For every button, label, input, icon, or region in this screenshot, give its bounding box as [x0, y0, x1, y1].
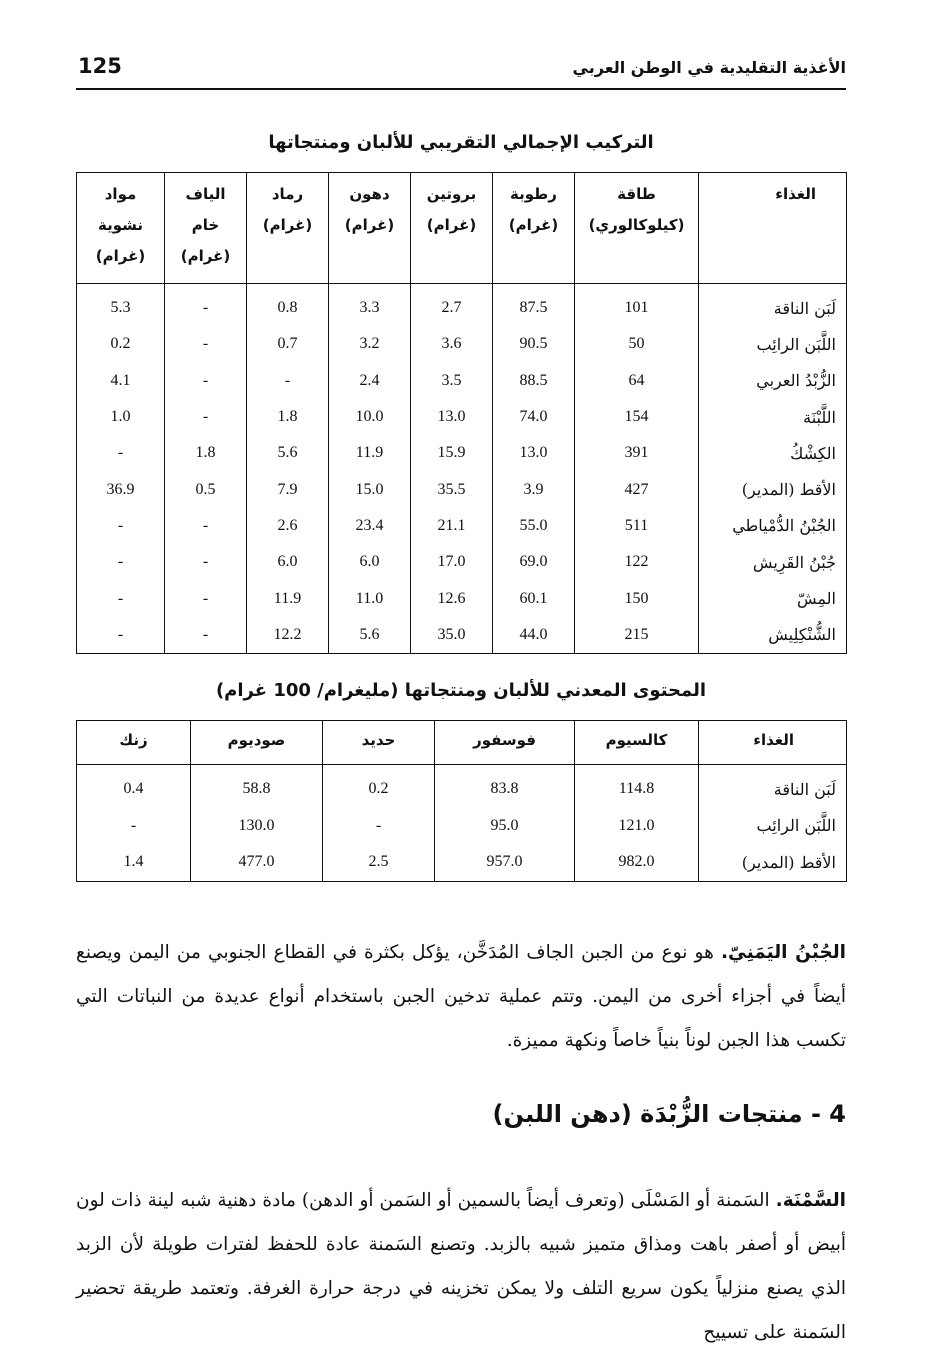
value-cell: 1.4 [77, 844, 191, 881]
value-cell: 0.8 [247, 284, 329, 327]
value-cell: 95.0 [435, 808, 575, 845]
value-cell: 215 [575, 617, 699, 654]
header-sodium: صوديوم [191, 721, 323, 765]
value-cell: 13.0 [411, 399, 493, 435]
value-cell: 23.4 [329, 508, 411, 544]
value-cell: 114.8 [575, 765, 699, 808]
table-row [77, 363, 847, 399]
header-fat: دهون (غرام) [329, 173, 411, 284]
paragraph-text: السَمنة أو المَسْلَى (وتعرف أيضاً بالسمين أو السَمن أو الدهن) مادة دهنية شبه لينة ذات لون أبيض أو أصفر باهت ومذاق متميز شبيه بالزبد. وتصنع السَمنة عادة للحفظ لفترات طويلة لأن الزبد الذي يصنع منزلياً يكون سريع التلف ولا يمكن تخزينه في درجة حرارة الغرفة. وتعتمد طريقة تحضير السَمنة على تسييح [76, 1189, 846, 1343]
table-row [77, 399, 847, 435]
value-cell: 7.9 [247, 471, 329, 507]
table-row [77, 544, 847, 580]
table2-body [77, 765, 847, 882]
running-header [76, 50, 846, 90]
composition-table [76, 172, 847, 654]
value-cell: 5.3 [77, 284, 165, 327]
table-row [77, 284, 847, 327]
table-row [77, 580, 847, 616]
value-cell: 0.7 [247, 326, 329, 362]
table-row [77, 471, 847, 507]
value-cell: - [77, 808, 191, 845]
value-cell: 1.0 [77, 399, 165, 435]
value-cell: 0.5 [165, 471, 247, 507]
value-cell: 5.6 [329, 617, 411, 654]
value-cell: 2.4 [329, 363, 411, 399]
value-cell: 3.5 [411, 363, 493, 399]
value-cell: 121.0 [575, 808, 699, 845]
value-cell: - [247, 363, 329, 399]
food-name-cell: الأقط (المدير) [699, 844, 847, 881]
table-row [77, 844, 847, 881]
value-cell: 15.9 [411, 435, 493, 471]
table2-title: المحتوى المعدني للألبان ومنتجاتها (مليغرام/ 100 غرام) [215, 680, 707, 701]
value-cell: - [165, 399, 247, 435]
paragraph-text: هو نوع من الجبن الجاف المُدَخَّن، يؤكل بكثرة في القطاع الجنوبي من اليمن ويصنع أيضاً في أجزاء أخرى من اليمن. وتتم عملية تدخين الجبن باستخدام أنواع عديدة من النباتات التي تكسب هذا الجبن لوناً بنياً خاصاً ونكهة مميزة. [76, 941, 846, 1051]
table-row [77, 435, 847, 471]
header-moisture: رطوبة (غرام) [493, 173, 575, 284]
value-cell: 2.6 [247, 508, 329, 544]
mineral-table [76, 720, 847, 882]
header-iron: حديد [323, 721, 435, 765]
food-name-cell: اللَّبْنَة [699, 399, 847, 435]
value-cell: 3.9 [493, 471, 575, 507]
value-cell: 88.5 [493, 363, 575, 399]
food-name-cell: جُبْنُ القَرِيش [699, 544, 847, 580]
header-fiber: الياف خام (غرام) [165, 173, 247, 284]
table-row [77, 765, 847, 808]
value-cell: 55.0 [493, 508, 575, 544]
value-cell: 6.0 [247, 544, 329, 580]
value-cell: 35.0 [411, 617, 493, 654]
food-name-cell: لَبَن الناقة [699, 284, 847, 327]
value-cell: 0.2 [323, 765, 435, 808]
header-energy: طاقة (كيلوكالوري) [575, 173, 699, 284]
value-cell: 13.0 [493, 435, 575, 471]
header-calcium: كالسيوم [575, 721, 699, 765]
table1-header-row [77, 173, 847, 284]
food-name-cell: اللَّبَن الرائِب [699, 326, 847, 362]
value-cell: - [165, 617, 247, 654]
value-cell: 5.6 [247, 435, 329, 471]
value-cell: 10.0 [329, 399, 411, 435]
food-name-cell: الكِشْكُ [699, 435, 847, 471]
value-cell: 1.8 [247, 399, 329, 435]
value-cell: - [77, 580, 165, 616]
value-cell: 122 [575, 544, 699, 580]
table-row [77, 508, 847, 544]
value-cell: - [165, 508, 247, 544]
value-cell: 1.8 [165, 435, 247, 471]
food-name-cell: المِشّ [699, 580, 847, 616]
food-name-cell: الجُبْنُ الدُّمْياطي [699, 508, 847, 544]
ghee-paragraph [76, 1179, 846, 1355]
value-cell: 50 [575, 326, 699, 362]
food-name-cell: اللَّبَن الرائِب [699, 808, 847, 845]
paragraph-lead: السَّمْنَة. [775, 1189, 846, 1211]
value-cell: 130.0 [191, 808, 323, 845]
header-ash: رماد (غرام) [247, 173, 329, 284]
table2-header-row [77, 721, 847, 765]
paragraph-lead: الجُبْنُ اليَمَنِيّ. [720, 941, 846, 963]
section-heading: 4 - منتجات الزُّبْدَة (دهن اللبن) [492, 1100, 846, 1128]
header-carbohydrate: مواد نشوية (غرام) [77, 173, 165, 284]
food-name-cell: الأقط (المدير) [699, 471, 847, 507]
value-cell: 90.5 [493, 326, 575, 362]
value-cell: 391 [575, 435, 699, 471]
value-cell: 12.6 [411, 580, 493, 616]
value-cell: 74.0 [493, 399, 575, 435]
value-cell: 17.0 [411, 544, 493, 580]
value-cell: 11.9 [329, 435, 411, 471]
value-cell: 2.7 [411, 284, 493, 327]
value-cell: 64 [575, 363, 699, 399]
value-cell: 11.9 [247, 580, 329, 616]
value-cell: 15.0 [329, 471, 411, 507]
value-cell: 36.9 [77, 471, 165, 507]
page-number: 125 [78, 54, 122, 78]
table-row [77, 808, 847, 845]
table-row [77, 617, 847, 654]
value-cell: 35.5 [411, 471, 493, 507]
value-cell: 427 [575, 471, 699, 507]
header-title: الأغذية التقليدية في الوطن العربي [572, 58, 846, 77]
value-cell: 44.0 [493, 617, 575, 654]
yemeni-cheese-paragraph [76, 931, 846, 1063]
value-cell: - [77, 617, 165, 654]
food-name-cell: لَبَن الناقة [699, 765, 847, 808]
value-cell: 957.0 [435, 844, 575, 881]
value-cell: 3.3 [329, 284, 411, 327]
value-cell: - [165, 544, 247, 580]
value-cell: 6.0 [329, 544, 411, 580]
header-food: الغذاء [699, 173, 847, 284]
value-cell: - [165, 580, 247, 616]
value-cell: - [323, 808, 435, 845]
value-cell: 12.2 [247, 617, 329, 654]
value-cell: - [165, 284, 247, 327]
table-row [77, 326, 847, 362]
value-cell: 11.0 [329, 580, 411, 616]
value-cell: 101 [575, 284, 699, 327]
header-zinc: زنك [77, 721, 191, 765]
food-name-cell: الزُّبْدُ العربي [699, 363, 847, 399]
value-cell: 477.0 [191, 844, 323, 881]
value-cell: 0.4 [77, 765, 191, 808]
value-cell: 58.8 [191, 765, 323, 808]
header-phosphorus: فوسفور [435, 721, 575, 765]
table1-title: التركيب الإجمالي التقريبي للألبان ومنتجاتها [268, 132, 654, 153]
value-cell: 2.5 [323, 844, 435, 881]
value-cell: 21.1 [411, 508, 493, 544]
value-cell: 3.6 [411, 326, 493, 362]
value-cell: 69.0 [493, 544, 575, 580]
value-cell: 982.0 [575, 844, 699, 881]
value-cell: - [77, 544, 165, 580]
value-cell: 150 [575, 580, 699, 616]
value-cell: 83.8 [435, 765, 575, 808]
value-cell: - [165, 326, 247, 362]
value-cell: - [77, 508, 165, 544]
food-name-cell: الشُّنْكِلِيش [699, 617, 847, 654]
value-cell: 4.1 [77, 363, 165, 399]
table1-body [77, 284, 847, 654]
value-cell: 0.2 [77, 326, 165, 362]
value-cell: 87.5 [493, 284, 575, 327]
value-cell: 3.2 [329, 326, 411, 362]
value-cell: 60.1 [493, 580, 575, 616]
header-food: الغذاء [699, 721, 847, 765]
value-cell: - [165, 363, 247, 399]
value-cell: - [77, 435, 165, 471]
value-cell: 154 [575, 399, 699, 435]
value-cell: 511 [575, 508, 699, 544]
header-protein: بروتين (غرام) [411, 173, 493, 284]
